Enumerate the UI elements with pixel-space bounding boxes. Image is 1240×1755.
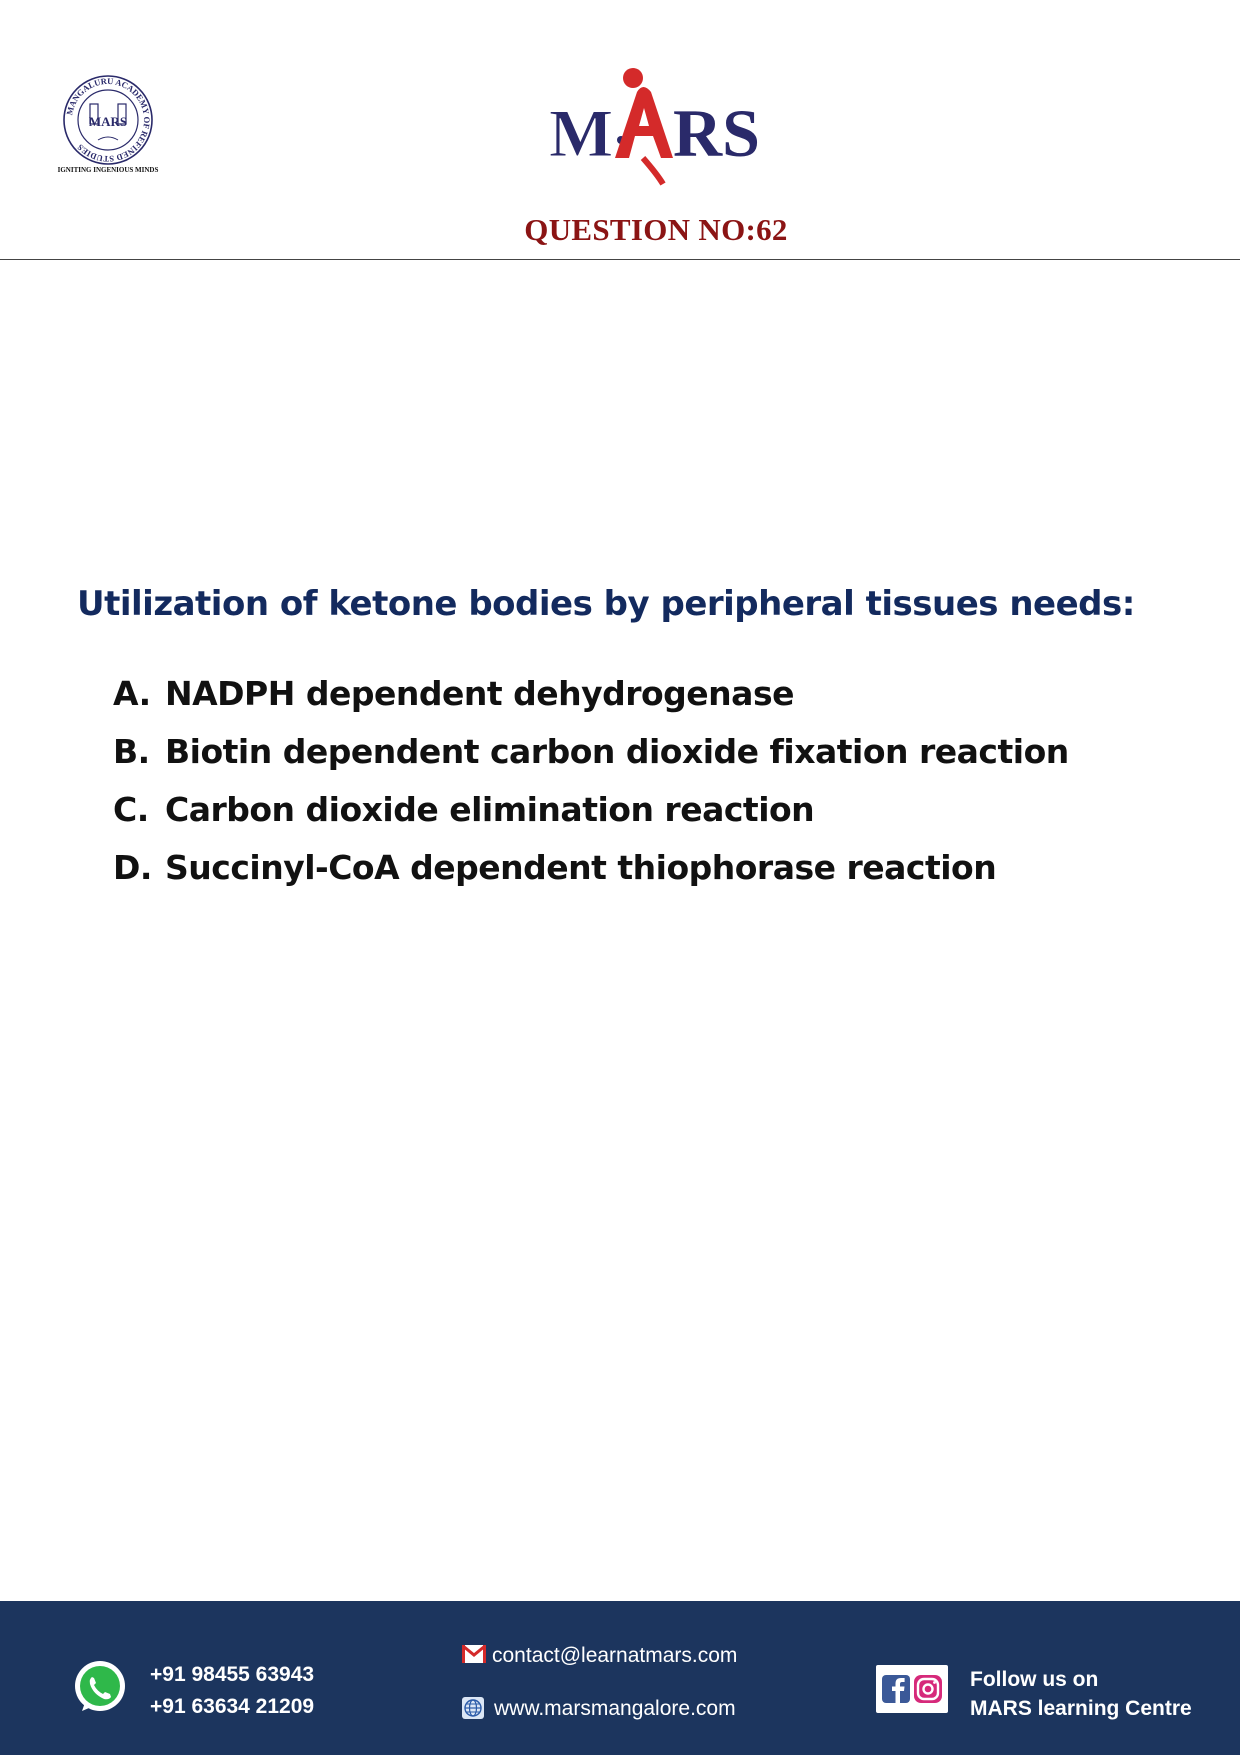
option-letter: C. <box>113 789 149 829</box>
mars-logo <box>545 66 795 186</box>
phone-number-2[interactable]: +91 63634 21209 <box>150 1695 315 1718</box>
whatsapp-icon <box>72 1659 128 1715</box>
question-stem: Utilization of ketone bodies by peripheral tissues needs: <box>77 584 1135 624</box>
answer-options-list <box>113 664 1069 896</box>
globe-icon <box>462 1697 484 1719</box>
social-icons[interactable] <box>876 1665 948 1713</box>
seal-icon <box>52 66 164 174</box>
option-letter: D. <box>113 847 152 887</box>
option-letter: B. <box>113 731 150 771</box>
svg-text:RS: RS <box>673 95 760 171</box>
phone-number-1[interactable]: +91 98455 63943 <box>150 1663 315 1686</box>
follow-line-2[interactable]: MARS learning Centre <box>970 1697 1192 1720</box>
follow-us-text <box>970 1665 1192 1723</box>
svg-text:MANGALURU ACADEMY OF REFINED S: MANGALURU ACADEMY OF REFINED STUDIES <box>64 75 153 165</box>
email-link[interactable]: contact@learnatmars.com <box>492 1644 738 1667</box>
option-text: Biotin dependent carbon dioxide fixation reaction <box>165 731 1069 771</box>
academy-seal-logo <box>52 66 164 174</box>
option-letter: A. <box>113 673 151 713</box>
header-divider <box>0 259 1240 260</box>
svg-text:MARS: MARS <box>88 114 128 129</box>
mail-icon <box>462 1645 486 1663</box>
option-text: Succinyl-CoA dependent thiophorase reaction <box>165 847 997 887</box>
contact-footer <box>0 1601 1240 1755</box>
mars-logo-icon <box>545 66 795 186</box>
instagram-icon[interactable] <box>914 1675 942 1703</box>
option-text: Carbon dioxide elimination reaction <box>165 789 815 829</box>
svg-text:IGNITING INGENIOUS MINDS: IGNITING INGENIOUS MINDS <box>57 166 159 174</box>
option-b <box>113 722 1069 780</box>
follow-line-1: Follow us on <box>970 1668 1099 1691</box>
question-number-label: QUESTION NO:62 <box>524 212 788 247</box>
phone-numbers <box>150 1659 314 1723</box>
option-text: NADPH dependent dehydrogenase <box>165 673 794 713</box>
svg-text:M: M <box>549 95 614 171</box>
option-c <box>113 780 1069 838</box>
website-link[interactable]: www.marsmangalore.com <box>494 1697 736 1720</box>
option-a <box>113 664 1069 722</box>
facebook-icon[interactable] <box>882 1675 910 1703</box>
option-d <box>113 838 1069 896</box>
